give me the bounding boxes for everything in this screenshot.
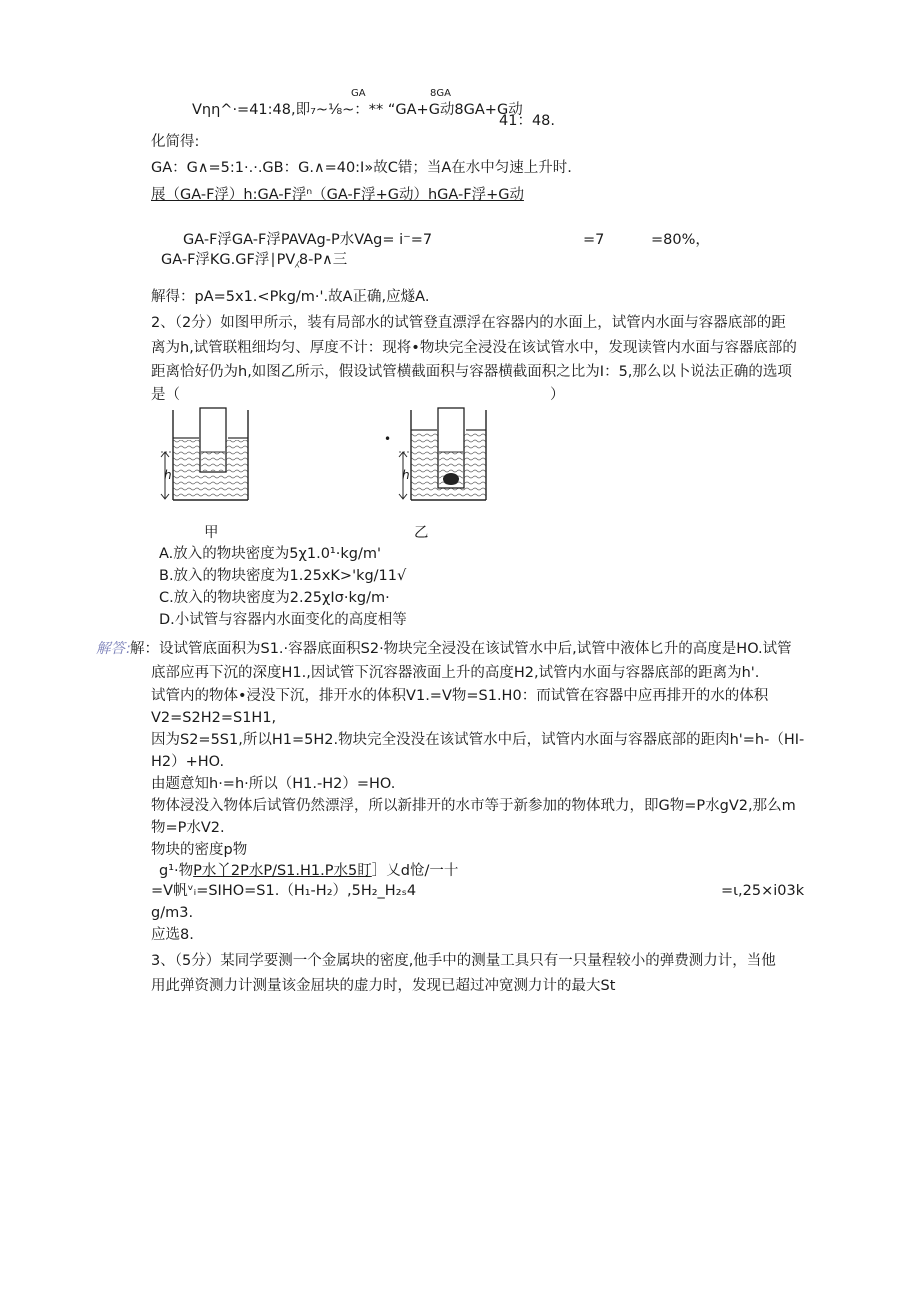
figure-label-jia: 甲 — [204, 525, 219, 541]
figure-yi — [393, 402, 503, 512]
height-label-jia: h — [164, 468, 172, 482]
density-formula-underlined: P水丫2P水P/S1.H1.P水5盯 — [193, 863, 372, 879]
efficiency-ratio-line: Vηη^·=41:48,即₇~⅛~：** “GA+G动8GA+G动 — [192, 102, 523, 118]
solution-line-10: 物块的密度p物 — [151, 842, 248, 858]
density-formula — [159, 862, 458, 880]
solution-line-12: =V帆ᵛᵢ=SIHO=S1.（H₁-H₂）,5H₂_H₂ₛ4 — [151, 883, 417, 899]
option-b: B.放入的物块密度为1.25xK>'kg∕11√ — [159, 568, 407, 584]
solution-line-1: 解：设试管底面积为S1.·容器底面积S2·物块完全浸没在该试管水中后,试管中液体匕升的高度是HO.试管 — [130, 641, 792, 657]
solution-line-3: 试管内的物体•浸没下沉，排开水的体积V1.=V物=S1.H0：而试管在容器中应再排开的水的体积 — [151, 688, 769, 704]
solution-line-9: 物=P水V2. — [151, 820, 225, 836]
solution-line-2: 底部应再下沉的深度H1.,因试管下沉容器液面上升的高度H2,试管内水面与容器底部的距离为h'. — [151, 665, 760, 681]
q2-stem-line-1: 2、（2分）如图甲所示，装有局部水的试管登直漂浮在容器内的水面上，试管内水面与容器底部的距 — [151, 315, 786, 331]
stray-dot: • — [384, 432, 392, 446]
fraction-numerator: GA-F浮GA-F浮PAVAg-P水VAg= i⁻=7 — [183, 232, 433, 248]
height-label-yi: h — [402, 468, 410, 482]
fraction-denominator: GA-F浮KG.GF浮∣PV⁁8-P∧三 — [161, 252, 348, 268]
density-result: =ι,25×i03k — [721, 883, 805, 899]
efficiency-formula-line: 展（GA-F浮）h:GA-F浮ⁿ（GA-F浮+G动）hGA-F浮+G动 — [151, 187, 524, 203]
figure-label-yi: 乙 — [414, 525, 429, 541]
option-c: C.放入的物块密度为2.25χIσ·kg∕m· — [159, 590, 390, 606]
solution-line-13: g∕m3. — [151, 905, 194, 921]
superscript-ga: GA — [351, 88, 366, 99]
option-a: A.放入的物块密度为5χ1.0¹·kg∕m' — [159, 546, 381, 562]
q2-stem-line-3: 距离恰好仍为h,如图乙所示，假设试管横截面积与容器横截面积之比为I：5,那么以卜说法正确的选项 — [151, 364, 792, 380]
solution-line-6: H2）+HO. — [151, 754, 225, 770]
simplify-label: 化简得: — [151, 134, 200, 150]
fraction-equals-7: =7 — [583, 232, 605, 248]
superscript-8ga: 8GA — [430, 88, 451, 99]
efficiency-ratio-value: 41：48. — [499, 113, 556, 129]
density-formula-suffix: ］乂d怆/一十 — [371, 863, 459, 879]
density-formula-prefix: g¹·物 — [159, 863, 194, 879]
efficiency-percent: =80%， — [651, 232, 710, 248]
q2-stem-close-paren: ） — [550, 387, 565, 403]
solution-line-7: 由题意知h·=h·所以（H1.-H2）=HO. — [151, 776, 396, 792]
solution-line-8: 物体浸没入物体后试管仍然漂浮，所以新排开的水市等于新参加的物体玳力，即G物=P水gV2,那么m — [151, 798, 796, 814]
q2-stem-line-4: 是（ — [151, 387, 180, 403]
q3-stem-line-2: 用此弹资测力计测量该金屈块的虚力时，发现已超过冲宽测力计的最大St — [151, 978, 616, 994]
solution-line-4: V2=S2H2=S1H1, — [151, 710, 277, 726]
figure-jia — [155, 402, 265, 512]
solution-label-colon: : — [126, 641, 131, 657]
q2-stem-line-2: 离为h,试管联粗细均匀、厚度不计：现将•物块完全浸没在该试管水中，发现读管内水面与容器底部的 — [151, 340, 797, 356]
solution-line-5: 因为S2=5S1,所以H1=5H2.物块完全没没在该试管水中后，试管内水面与容器底部的距肉h'=h-（HI- — [151, 732, 805, 748]
q3-stem-line-1: 3、（5分）某同学要测一个金属块的密度,他手中的测量工具只有一只量程较小的弹费测力计，当他 — [151, 953, 776, 969]
weight-ratio-line: GA：G∧=5:1·.·.GB：G.∧=40:I»故C错；当A在水中匀速上升时. — [151, 160, 572, 176]
option-d: D.小试管与容器内水面变化的高度相等 — [159, 612, 407, 628]
solution-choice: 应选8. — [151, 927, 194, 943]
answer-line: 解得：pA=5x1.<Pkg∕m·'.故A正确,应燧A. — [151, 289, 430, 305]
solution-label: 解答 — [96, 641, 125, 657]
